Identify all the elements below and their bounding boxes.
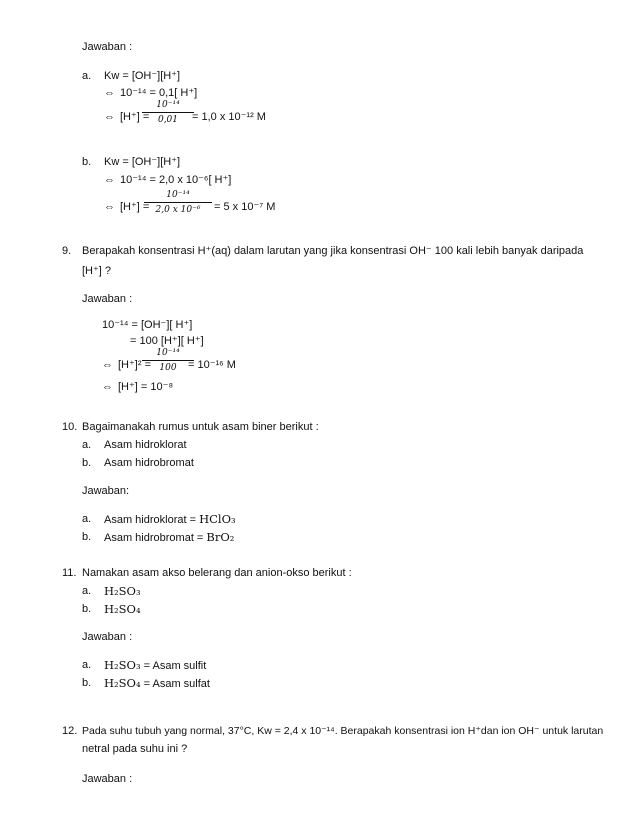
iff-icon: ⇔ [104, 87, 115, 99]
q9-line1: 10⁻¹⁴ = [OH⁻][ H⁺] [102, 319, 193, 331]
q10-item-a-marker: a. [82, 439, 92, 451]
answer-text: Asam hidrobromat = [104, 532, 207, 544]
q8-a-line2: 10⁻¹⁴ = 0,1[ H⁺] [120, 87, 198, 99]
q10-item-b-marker: b. [82, 457, 92, 469]
q11-answer-a-marker: a. [82, 659, 92, 671]
iff-icon: ⇔ [102, 381, 113, 393]
q8-b-line3-lhs: [H⁺] = [120, 201, 150, 213]
q9-line2: = 100 [H⁺][ H⁺] [130, 335, 204, 347]
q8-a-line1: Kw = [OH⁻][H⁺] [104, 70, 181, 82]
q8-a-line3-rhs: = 1,0 x 10⁻¹² M [192, 111, 266, 123]
q11-answer-label: Jawaban : [82, 631, 133, 643]
iff-icon: ⇔ [104, 201, 115, 213]
q11-item-a-marker: a. [82, 585, 92, 597]
fraction-bar [144, 202, 212, 203]
q11-item-b-marker: b. [82, 603, 92, 615]
q8-a-line3-lhs: [H⁺] = [120, 111, 150, 123]
q12-question-line2: netral pada suhu ini ? [82, 743, 188, 755]
answer-text: Asam hidroklorat = [104, 514, 200, 526]
q8-b-marker: b. [82, 156, 92, 168]
q11-answer-b [104, 676, 210, 691]
chemical-formula: HClO₃ [199, 512, 236, 526]
fraction-denominator: 100 [159, 363, 177, 373]
q8-b-line3-rhs: = 5 x 10⁻⁷ M [214, 201, 276, 213]
q9-answer-label: Jawaban : [82, 293, 133, 305]
fraction-bar [142, 112, 194, 113]
fraction-bar [142, 360, 194, 361]
q10-question: Bagaimanakah rumus untuk asam biner berikut : [82, 421, 319, 433]
q9-number: 9. [62, 245, 72, 257]
q11-answer-b-marker: b. [82, 677, 92, 689]
q9-line4: [H⁺] = 10⁻⁸ [118, 381, 174, 393]
q8-a-marker: a. [82, 70, 92, 82]
q8-b-line2: 10⁻¹⁴ = 2,0 x 10⁻⁶[ H⁺] [120, 174, 232, 186]
q11-number: 11. [62, 567, 77, 579]
q9-line3-rhs: = 10⁻¹⁶ M [188, 359, 236, 371]
q11-item-a-formula: H₂SO₃ [104, 584, 141, 598]
q10-answer-label: Jawaban: [82, 485, 130, 497]
q10-number: 10. [62, 421, 78, 433]
q12-question-line1: Pada suhu tubuh yang normal, 37°C, Kw = 2,4 x 10⁻¹⁴. Berapakah konsentrasi ion H⁺dan ion OH⁻ untuk larutan [82, 725, 604, 737]
fraction-numerator: 10⁻¹⁴ [156, 100, 180, 110]
q8-a-fraction [138, 99, 198, 126]
q8-b-line1: Kw = [OH⁻][H⁺] [104, 156, 181, 168]
q12-number: 12. [62, 725, 78, 737]
iff-icon: ⇔ [104, 174, 115, 186]
chemical-formula: H₂SO₃ [104, 658, 141, 672]
q12-answer-label: Jawaban : [82, 773, 133, 785]
q11-answer-a [104, 658, 206, 673]
q10-answer-a [104, 512, 236, 527]
chemical-formula: H₂SO₄ [104, 676, 141, 690]
iff-icon: ⇔ [102, 359, 113, 371]
q8-b-fraction [140, 189, 216, 216]
fraction-numerator: 10⁻¹⁴ [156, 348, 180, 358]
fraction-denominator: 0,01 [157, 115, 179, 125]
fraction-numerator: 10⁻¹⁴ [166, 190, 190, 200]
q10-answer-b-marker: b. [82, 531, 92, 543]
q9-line3-lhs: [H⁺]² = [118, 359, 152, 371]
q10-item-b: Asam hidrobromat [104, 457, 194, 469]
q10-answer-b [104, 530, 234, 545]
q10-answer-a-marker: a. [82, 513, 92, 525]
answer-text: = Asam sulfit [140, 660, 207, 672]
q11-item-b-formula: H₂SO₄ [104, 602, 141, 616]
chemical-formula: BrO₂ [206, 530, 235, 544]
iff-icon: ⇔ [104, 111, 115, 123]
q10-item-a: Asam hidroklorat [104, 439, 187, 451]
fraction-denominator: 2,0 x 10⁻⁶ [155, 205, 201, 215]
q11-question: Namakan asam akso belerang dan anion-okso berikut : [82, 567, 352, 579]
q9-question-line2: [H⁺] ? [82, 265, 112, 277]
answer-text: = Asam sulfat [140, 678, 210, 690]
q9-question-line1: Berapakah konsentrasi H⁺(aq) dalam larutan yang jika konsentrasi OH⁻ 100 kali lebih banyak daripada [82, 245, 584, 257]
answer-label: Jawaban : [82, 41, 133, 53]
